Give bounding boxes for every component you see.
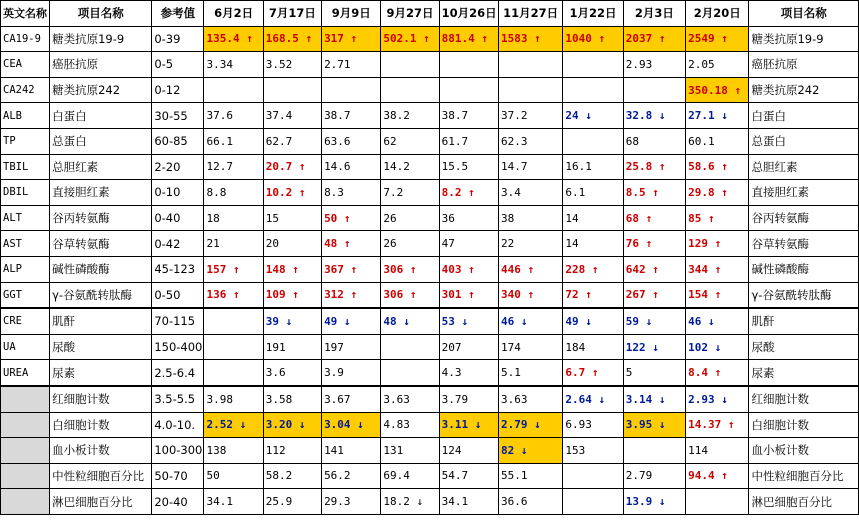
row-value: 20 xyxy=(263,231,321,257)
row-value: 228 ↑ xyxy=(563,256,623,282)
row-reference: 0-5 xyxy=(152,52,204,78)
row-code: ALT xyxy=(1,205,50,231)
row-value: 350.18 ↑ xyxy=(686,77,749,103)
row-value: 38.7 xyxy=(322,103,381,129)
row-value xyxy=(563,489,623,515)
row-value: 8.5 ↑ xyxy=(623,180,685,206)
row-value: 340 ↑ xyxy=(498,282,562,308)
header-date: 9月27日 xyxy=(381,1,439,27)
row-value: 3.63 xyxy=(498,386,562,412)
row-item-name: 谷丙转氨酶 xyxy=(50,205,152,231)
row-item-name: 肌酐 xyxy=(50,308,152,334)
row-value: 3.9 xyxy=(322,360,381,386)
table-row xyxy=(1,128,859,154)
row-value xyxy=(263,77,321,103)
row-value xyxy=(439,52,498,78)
header-date: 2月3日 xyxy=(623,1,685,27)
row-value: 54.7 xyxy=(439,463,498,489)
row-value xyxy=(204,77,263,103)
row-value: 27.1 ↓ xyxy=(686,103,749,129)
row-item-name: 糖类抗原19-9 xyxy=(50,26,152,52)
header-item-name: 项目名称 xyxy=(50,1,152,27)
row-value: 22 xyxy=(498,231,562,257)
row-value: 29.3 xyxy=(322,489,381,515)
row-value: 306 ↑ xyxy=(381,282,439,308)
row-item-name: 血小板计数 xyxy=(50,438,152,464)
row-value: 47 xyxy=(439,231,498,257)
row-value: 68 xyxy=(623,128,685,154)
row-item-name-right: 白蛋白 xyxy=(749,103,859,129)
row-value: 3.20 ↓ xyxy=(263,412,321,438)
row-reference: 20-40 xyxy=(152,489,204,515)
row-value: 50 xyxy=(204,463,263,489)
row-value: 48 ↑ xyxy=(322,231,381,257)
row-value: 2549 ↑ xyxy=(686,26,749,52)
row-item-name-right: 糖类抗原19-9 xyxy=(749,26,859,52)
row-code: CA19-9 xyxy=(1,26,50,52)
row-value: 148 ↑ xyxy=(263,256,321,282)
row-code: CEA xyxy=(1,52,50,78)
row-code: CRE xyxy=(1,308,50,334)
table-row xyxy=(1,205,859,231)
row-value: 129 ↑ xyxy=(686,231,749,257)
row-reference: 0-50 xyxy=(152,282,204,308)
row-value: 267 ↑ xyxy=(623,282,685,308)
row-value: 63.6 xyxy=(322,128,381,154)
table-row xyxy=(1,52,859,78)
row-code xyxy=(1,386,50,412)
row-code: GGT xyxy=(1,282,50,308)
row-value: 3.63 xyxy=(381,386,439,412)
row-item-name: 总胆红素 xyxy=(50,154,152,180)
row-code xyxy=(1,412,50,438)
row-value: 46 ↓ xyxy=(498,308,562,334)
row-reference: 0-12 xyxy=(152,77,204,103)
row-value: 34.1 xyxy=(204,489,263,515)
row-value: 2.79 ↓ xyxy=(498,412,562,438)
header-date: 9月9日 xyxy=(322,1,381,27)
row-reference: 70-115 xyxy=(152,308,204,334)
row-value: 502.1 ↑ xyxy=(381,26,439,52)
row-value: 184 xyxy=(563,334,623,360)
row-value: 3.58 xyxy=(263,386,321,412)
row-value: 37.6 xyxy=(204,103,263,129)
row-value: 4.3 xyxy=(439,360,498,386)
row-value: 39 ↓ xyxy=(263,308,321,334)
header-english-name: 英文名称 xyxy=(1,1,50,27)
row-value: 122 ↓ xyxy=(623,334,685,360)
row-reference: 50-70 xyxy=(152,463,204,489)
row-value: 135.4 ↑ xyxy=(204,26,263,52)
row-item-name: 白蛋白 xyxy=(50,103,152,129)
row-item-name: 碱性磷酸酶 xyxy=(50,256,152,282)
row-value: 13.9 ↓ xyxy=(623,489,685,515)
row-code: DBIL xyxy=(1,180,50,206)
row-value: 6.1 xyxy=(563,180,623,206)
row-value: 2.05 xyxy=(686,52,749,78)
row-value: 3.98 xyxy=(204,386,263,412)
row-item-name: 尿素 xyxy=(50,360,152,386)
row-code xyxy=(1,438,50,464)
row-value: 8.2 ↑ xyxy=(439,180,498,206)
row-value: 60.1 xyxy=(686,128,749,154)
row-item-name-right: 碱性磷酸酶 xyxy=(749,256,859,282)
row-value: 26 xyxy=(381,231,439,257)
row-value: 58.6 ↑ xyxy=(686,154,749,180)
row-item-name: 直接胆红素 xyxy=(50,180,152,206)
row-code: CA242 xyxy=(1,77,50,103)
row-value: 367 ↑ xyxy=(322,256,381,282)
row-reference: 0-10 xyxy=(152,180,204,206)
table-row xyxy=(1,334,859,360)
row-value: 15.5 xyxy=(439,154,498,180)
row-value: 3.79 xyxy=(439,386,498,412)
row-reference: 150-400 xyxy=(152,334,204,360)
row-item-name-right: 中性粒细胞百分比 xyxy=(749,463,859,489)
row-code xyxy=(1,489,50,515)
row-code: TBIL xyxy=(1,154,50,180)
table-row xyxy=(1,77,859,103)
row-value: 2.64 ↓ xyxy=(563,386,623,412)
row-value: 2.79 xyxy=(623,463,685,489)
row-value xyxy=(381,334,439,360)
table-row xyxy=(1,360,859,386)
row-code: UA xyxy=(1,334,50,360)
row-item-name-right: 尿酸 xyxy=(749,334,859,360)
row-value: 66.1 xyxy=(204,128,263,154)
row-value: 301 ↑ xyxy=(439,282,498,308)
table-row xyxy=(1,489,859,515)
row-value: 3.14 ↓ xyxy=(623,386,685,412)
row-value: 82 ↓ xyxy=(498,438,562,464)
row-value: 3.34 xyxy=(204,52,263,78)
header-date: 6月2日 xyxy=(204,1,263,27)
row-value: 49 ↓ xyxy=(563,308,623,334)
row-item-name-right: γ-谷氨酰转肽酶 xyxy=(749,282,859,308)
row-value: 136 ↑ xyxy=(204,282,263,308)
row-value: 131 xyxy=(381,438,439,464)
row-value: 25.9 xyxy=(263,489,321,515)
row-value: 62.7 xyxy=(263,128,321,154)
row-value: 25.8 ↑ xyxy=(623,154,685,180)
row-value: 68 ↑ xyxy=(623,205,685,231)
row-value xyxy=(498,77,562,103)
header-date: 7月17日 xyxy=(263,1,321,27)
row-code: ALB xyxy=(1,103,50,129)
row-value xyxy=(381,52,439,78)
row-value xyxy=(563,77,623,103)
row-value: 48 ↓ xyxy=(381,308,439,334)
row-item-name-right: 谷草转氨酶 xyxy=(749,231,859,257)
table-row xyxy=(1,386,859,412)
row-value: 53 ↓ xyxy=(439,308,498,334)
row-item-name-right: 直接胆红素 xyxy=(749,180,859,206)
table-row xyxy=(1,438,859,464)
row-value: 21 xyxy=(204,231,263,257)
row-value: 50 ↑ xyxy=(322,205,381,231)
row-value: 1583 ↑ xyxy=(498,26,562,52)
row-value: 2.93 xyxy=(623,52,685,78)
row-value: 56.2 xyxy=(322,463,381,489)
row-value: 37.2 xyxy=(498,103,562,129)
row-value: 24 ↓ xyxy=(563,103,623,129)
row-item-name: 白细胞计数 xyxy=(50,412,152,438)
row-item-name-right: 肌酐 xyxy=(749,308,859,334)
row-item-name: 中性粒细胞百分比 xyxy=(50,463,152,489)
row-value: 3.67 xyxy=(322,386,381,412)
row-value: 881.4 ↑ xyxy=(439,26,498,52)
row-value: 49 ↓ xyxy=(322,308,381,334)
row-item-name-right: 淋巴细胞百分比 xyxy=(749,489,859,515)
table-row xyxy=(1,308,859,334)
row-code: ALP xyxy=(1,256,50,282)
row-value: 3.6 xyxy=(263,360,321,386)
row-value: 18.2 ↓ xyxy=(381,489,439,515)
row-item-name-right: 糖类抗原242 xyxy=(749,77,859,103)
row-reference: 0-42 xyxy=(152,231,204,257)
row-value: 8.3 xyxy=(322,180,381,206)
row-value: 6.93 xyxy=(563,412,623,438)
row-value: 62 xyxy=(381,128,439,154)
table-row xyxy=(1,463,859,489)
row-value: 4.83 xyxy=(381,412,439,438)
row-value xyxy=(439,77,498,103)
row-value xyxy=(623,77,685,103)
table-row xyxy=(1,256,859,282)
row-value: 94.4 ↑ xyxy=(686,463,749,489)
row-item-name-right: 谷丙转氨酶 xyxy=(749,205,859,231)
row-item-name-right: 尿素 xyxy=(749,360,859,386)
row-value xyxy=(381,77,439,103)
row-value: 174 xyxy=(498,334,562,360)
row-value: 34.1 xyxy=(439,489,498,515)
row-value: 3.52 xyxy=(263,52,321,78)
header-row xyxy=(1,1,859,27)
row-value: 403 ↑ xyxy=(439,256,498,282)
row-value: 37.4 xyxy=(263,103,321,129)
row-value xyxy=(563,128,623,154)
row-value xyxy=(204,334,263,360)
row-value: 5 xyxy=(623,360,685,386)
row-value: 85 ↑ xyxy=(686,205,749,231)
row-value: 36.6 xyxy=(498,489,562,515)
row-value: 16.1 xyxy=(563,154,623,180)
row-value xyxy=(204,360,263,386)
row-item-name: 尿酸 xyxy=(50,334,152,360)
row-value: 197 xyxy=(322,334,381,360)
row-item-name-right: 总胆红素 xyxy=(749,154,859,180)
row-value: 2.71 xyxy=(322,52,381,78)
row-value: 102 ↓ xyxy=(686,334,749,360)
row-value: 29.8 ↑ xyxy=(686,180,749,206)
row-item-name: 淋巴细胞百分比 xyxy=(50,489,152,515)
row-value xyxy=(563,52,623,78)
header-date: 2月20日 xyxy=(686,1,749,27)
row-value: 14.2 xyxy=(381,154,439,180)
row-item-name: 糖类抗原242 xyxy=(50,77,152,103)
row-reference: 0-40 xyxy=(152,205,204,231)
row-value: 61.7 xyxy=(439,128,498,154)
row-value: 2.93 ↓ xyxy=(686,386,749,412)
row-item-name: 癌胚抗原 xyxy=(50,52,152,78)
row-reference: 30-55 xyxy=(152,103,204,129)
row-value: 138 xyxy=(204,438,263,464)
row-value: 7.2 xyxy=(381,180,439,206)
row-item-name-right: 癌胚抗原 xyxy=(749,52,859,78)
row-value: 3.11 ↓ xyxy=(439,412,498,438)
header-date: 1月22日 xyxy=(563,1,623,27)
row-reference: 2-20 xyxy=(152,154,204,180)
row-value: 14 xyxy=(563,231,623,257)
row-value: 191 xyxy=(263,334,321,360)
row-item-name-right: 白细胞计数 xyxy=(749,412,859,438)
row-value: 69.4 xyxy=(381,463,439,489)
row-value: 62.3 xyxy=(498,128,562,154)
row-value: 14 xyxy=(563,205,623,231)
row-value: 3.4 xyxy=(498,180,562,206)
row-value: 8.4 ↑ xyxy=(686,360,749,386)
row-value: 112 xyxy=(263,438,321,464)
row-value: 306 ↑ xyxy=(381,256,439,282)
row-item-name-right: 血小板计数 xyxy=(749,438,859,464)
row-value: 1040 ↑ xyxy=(563,26,623,52)
row-reference: 0-39 xyxy=(152,26,204,52)
row-code xyxy=(1,463,50,489)
row-value: 46 ↓ xyxy=(686,308,749,334)
row-value: 38.2 xyxy=(381,103,439,129)
row-value: 72 ↑ xyxy=(563,282,623,308)
row-value: 2.52 ↓ xyxy=(204,412,263,438)
row-value: 114 xyxy=(686,438,749,464)
row-reference: 3.5-5.5 xyxy=(152,386,204,412)
row-reference: 45-123 xyxy=(152,256,204,282)
row-value: 59 ↓ xyxy=(623,308,685,334)
row-value: 14.7 xyxy=(498,154,562,180)
row-value xyxy=(204,308,263,334)
header-date: 11月27日 xyxy=(498,1,562,27)
row-value: 38 xyxy=(498,205,562,231)
row-value: 312 ↑ xyxy=(322,282,381,308)
row-value: 6.7 ↑ xyxy=(563,360,623,386)
row-code: UREA xyxy=(1,360,50,386)
row-value: 3.04 ↓ xyxy=(322,412,381,438)
row-value: 14.6 xyxy=(322,154,381,180)
row-value: 58.2 xyxy=(263,463,321,489)
row-reference: 4.0-10. xyxy=(152,412,204,438)
row-value: 12.7 xyxy=(204,154,263,180)
row-value: 157 ↑ xyxy=(204,256,263,282)
row-value xyxy=(498,52,562,78)
row-code: AST xyxy=(1,231,50,257)
row-value: 3.95 ↓ xyxy=(623,412,685,438)
row-value: 207 xyxy=(439,334,498,360)
row-value: 154 ↑ xyxy=(686,282,749,308)
row-value xyxy=(322,77,381,103)
row-item-name: γ-谷氨酰转肽酶 xyxy=(50,282,152,308)
row-value: 109 ↑ xyxy=(263,282,321,308)
header-reference: 参考值 xyxy=(152,1,204,27)
table-row xyxy=(1,103,859,129)
table-row xyxy=(1,154,859,180)
row-value: 317 ↑ xyxy=(322,26,381,52)
row-value: 26 xyxy=(381,205,439,231)
row-value: 10.2 ↑ xyxy=(263,180,321,206)
row-reference: 60-85 xyxy=(152,128,204,154)
row-value: 36 xyxy=(439,205,498,231)
table-row xyxy=(1,26,859,52)
header-date: 10月26日 xyxy=(439,1,498,27)
row-value xyxy=(563,463,623,489)
row-item-name: 谷草转氨酶 xyxy=(50,231,152,257)
row-value: 8.8 xyxy=(204,180,263,206)
table-row xyxy=(1,180,859,206)
row-value xyxy=(623,438,685,464)
row-value: 124 xyxy=(439,438,498,464)
table-row xyxy=(1,282,859,308)
row-value: 446 ↑ xyxy=(498,256,562,282)
row-value: 5.1 xyxy=(498,360,562,386)
row-value: 55.1 xyxy=(498,463,562,489)
table-row xyxy=(1,231,859,257)
row-value: 2037 ↑ xyxy=(623,26,685,52)
row-item-name: 总蛋白 xyxy=(50,128,152,154)
row-value: 38.7 xyxy=(439,103,498,129)
row-value: 141 xyxy=(322,438,381,464)
row-item-name: 红细胞计数 xyxy=(50,386,152,412)
row-item-name-right: 红细胞计数 xyxy=(749,386,859,412)
row-value: 15 xyxy=(263,205,321,231)
row-value: 642 ↑ xyxy=(623,256,685,282)
row-value: 20.7 ↑ xyxy=(263,154,321,180)
row-value: 18 xyxy=(204,205,263,231)
header-item-name-right: 项目名称 xyxy=(749,1,859,27)
row-reference: 100-300 xyxy=(152,438,204,464)
row-reference: 2.5-6.4 xyxy=(152,360,204,386)
row-value: 344 ↑ xyxy=(686,256,749,282)
row-value: 153 xyxy=(563,438,623,464)
row-value: 76 ↑ xyxy=(623,231,685,257)
row-value xyxy=(381,360,439,386)
row-value: 32.8 ↓ xyxy=(623,103,685,129)
row-code: TP xyxy=(1,128,50,154)
row-value xyxy=(686,489,749,515)
row-value: 168.5 ↑ xyxy=(263,26,321,52)
row-value: 14.37 ↑ xyxy=(686,412,749,438)
table-row xyxy=(1,412,859,438)
row-item-name-right: 总蛋白 xyxy=(749,128,859,154)
